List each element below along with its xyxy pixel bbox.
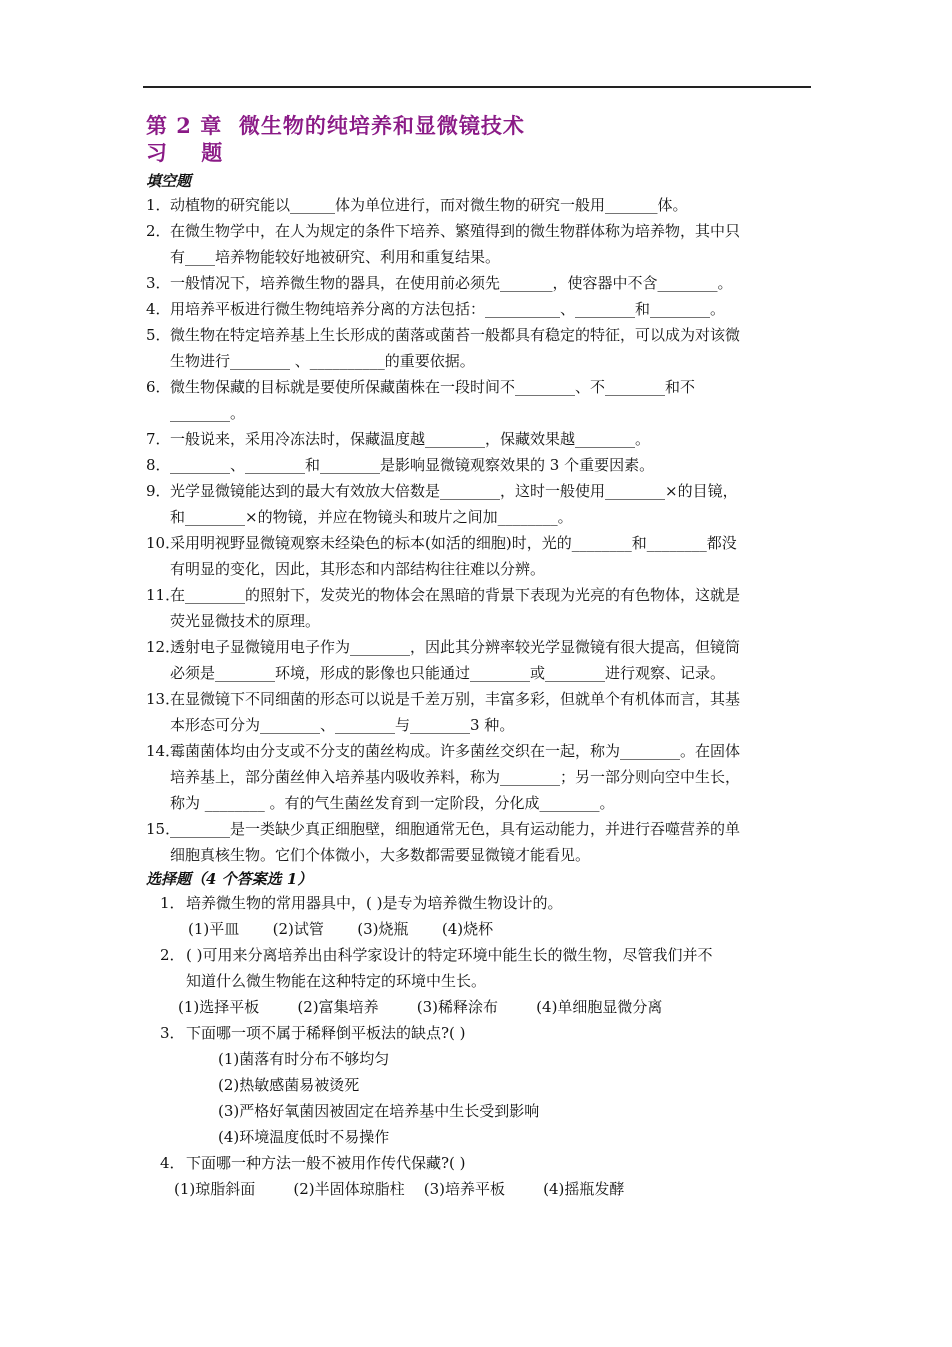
item-number: 8．	[146, 456, 171, 474]
question-text-cont: 知道什么微生物能在这种特定的环境中生长。	[186, 972, 487, 990]
fill-blank-item	[146, 686, 810, 738]
item-text-cont: 和________×的物镜，并应在物镜头和玻片之间加________。	[170, 508, 573, 526]
fill-blank-item	[146, 426, 810, 452]
item-text-cont: 培养基上，部分菌丝伸入培养基内吸收养料，称为________；另一部分则向空中生长，	[170, 768, 741, 786]
item-number: 13．	[146, 690, 181, 708]
item-number: 11．	[146, 586, 181, 604]
item-text-cont: 必须是________环境，形成的影像也只能通过________或________进行观察、记录。	[170, 664, 726, 682]
fill-blank-item	[146, 374, 810, 426]
document-page	[146, 112, 810, 1202]
choice-question-3	[146, 1020, 810, 1150]
fill-blank-heading: 填空题	[146, 172, 192, 190]
choice-question-4	[146, 1150, 810, 1202]
item-text-cont: ________。	[170, 404, 246, 422]
item-number: 14．	[146, 742, 181, 760]
chapter-title: 第 2 章 微生物的纯培养和显微镜技术	[146, 113, 525, 138]
item-number: 7．	[146, 430, 171, 448]
item-text-cont: 有明显的变化，因此，其形态和内部结构往往难以分辨。	[170, 560, 546, 578]
item-text: 一般说来，采用冷冻法时，保藏温度越________，保藏效果越________。	[170, 430, 651, 448]
fill-blank-item	[146, 296, 810, 322]
choice-question-2	[146, 942, 810, 1020]
fill-blank-item	[146, 218, 810, 270]
fill-blank-item	[146, 530, 810, 582]
item-text: 采用明视野显微镜观察未经染色的标本(如活的细胞)时，光的________和________都没	[170, 534, 737, 552]
question-text: ( )可用来分离培养出由科学家设计的特定环境中能生长的微生物，尽管我们并不	[186, 946, 713, 964]
item-text: 在显微镜下不同细菌的形态可以说是千差万别，丰富多彩，但就单个有机体而言，其基	[170, 690, 741, 708]
item-text: 微生物在特定培养基上生长形成的菌落或菌苔一般都具有稳定的特征，可以成为对该微	[170, 326, 741, 344]
question-number: 3．	[160, 1024, 185, 1042]
item-text: 霉菌菌体均由分支或不分支的菌丝构成。许多菌丝交织在一起，称为________。在固体	[170, 742, 741, 760]
question-number: 1．	[160, 894, 185, 912]
item-number: 1．	[146, 196, 171, 214]
multiple-choice-heading: 选择题（4 个答案选 1）	[146, 870, 313, 888]
item-text: 在微生物学中，在人为规定的条件下培养、繁殖得到的微生物群体称为培养物，其中只	[170, 222, 741, 240]
item-number: 2．	[146, 222, 171, 240]
fill-blank-item	[146, 582, 810, 634]
question-option: (3)严格好氧菌因被固定在培养基中生长受到影响	[218, 1102, 540, 1120]
item-text-cont: 细胞真核生物。它们个体微小，大多数都需要显微镜才能看见。	[170, 846, 591, 864]
item-number: 10．	[146, 534, 181, 552]
choice-question-1	[146, 890, 810, 942]
item-number: 15．	[146, 820, 181, 838]
item-text-cont: 有____培养物能较好地被研究、利用和重复结果。	[170, 248, 501, 266]
fill-blank-item	[146, 452, 810, 478]
item-text-cont: 荧光显微技术的原理。	[170, 612, 321, 630]
question-option: (4)环境温度低时不易操作	[218, 1128, 390, 1146]
fill-blank-item	[146, 634, 810, 686]
item-text: 在________的照射下，发荧光的物体会在黑暗的背景下表现为光亮的有色物体，这就是	[170, 586, 741, 604]
question-text: 下面哪一种方法一般不被用作传代保藏?( )	[186, 1154, 466, 1172]
question-options: (1)选择平板 (2)富集培养 (3)稀释涂布 (4)单细胞显微分离	[178, 998, 663, 1016]
item-text: ________、________和________是影响显微镜观察效果的 3 个重要因素。	[170, 456, 655, 474]
item-text-cont: 生物进行________ 、__________的重要依据。	[170, 352, 475, 370]
question-option: (2)热敏感菌易被烫死	[218, 1076, 360, 1094]
question-number: 4．	[160, 1154, 185, 1172]
question-number: 2．	[160, 946, 185, 964]
fill-blank-item	[146, 478, 810, 530]
item-text: 一般情况下，培养微生物的器具，在使用前必须先_______，使容器中不含________。	[170, 274, 733, 292]
item-number: 12．	[146, 638, 181, 656]
question-options: (1)平皿 (2)试管 (3)烧瓶 (4)烧杯	[188, 920, 494, 938]
fill-blank-item	[146, 192, 810, 218]
fill-blank-item	[146, 816, 810, 868]
fill-blank-item	[146, 270, 810, 296]
item-number: 3．	[146, 274, 171, 292]
item-number: 5．	[146, 326, 171, 344]
item-number: 9．	[146, 482, 171, 500]
item-text-cont: 本形态可分为________、________与________3 种。	[170, 716, 515, 734]
question-text: 下面哪一项不属于稀释倒平板法的缺点?( )	[186, 1024, 466, 1042]
header-rule	[143, 86, 811, 88]
item-text: 透射电子显微镜用电子作为________，因此其分辨率较光学显微镜有很大提高，但镜筒	[170, 638, 741, 656]
item-text: 用培养平板进行微生物纯培养分离的方法包括：__________、________和________。	[170, 300, 726, 318]
question-text: 培养微生物的常用器具中，( )是专为培养微生物设计的。	[186, 894, 563, 912]
item-text: 动植物的研究能以______体为单位进行，而对微生物的研究一般用_______体。	[170, 196, 688, 214]
item-text-cont: 称为 ________ 。有的气生菌丝发育到一定阶段，分化成________。	[170, 794, 615, 812]
item-text: ________是一类缺少真正细胞壁，细胞通常无色，具有运动能力，并进行吞噬营养的单	[170, 820, 741, 838]
item-text: 微生物保藏的目标就是要使所保藏菌株在一段时间不________、不________和不	[170, 378, 696, 396]
item-number: 6．	[146, 378, 171, 396]
question-option: (1)菌落有时分布不够均匀	[218, 1050, 390, 1068]
fill-blank-item	[146, 322, 810, 374]
question-options: (1)琼脂斜面 (2)半固体琼脂柱 (3)培养平板 (4)摇瓶发酵	[174, 1180, 625, 1198]
exercises-title: 习 题	[146, 140, 224, 165]
item-number: 4．	[146, 300, 171, 318]
fill-blank-item	[146, 738, 810, 816]
item-text: 光学显微镜能达到的最大有效放大倍数是________，这时一般使用________×的目镜，	[170, 482, 738, 500]
